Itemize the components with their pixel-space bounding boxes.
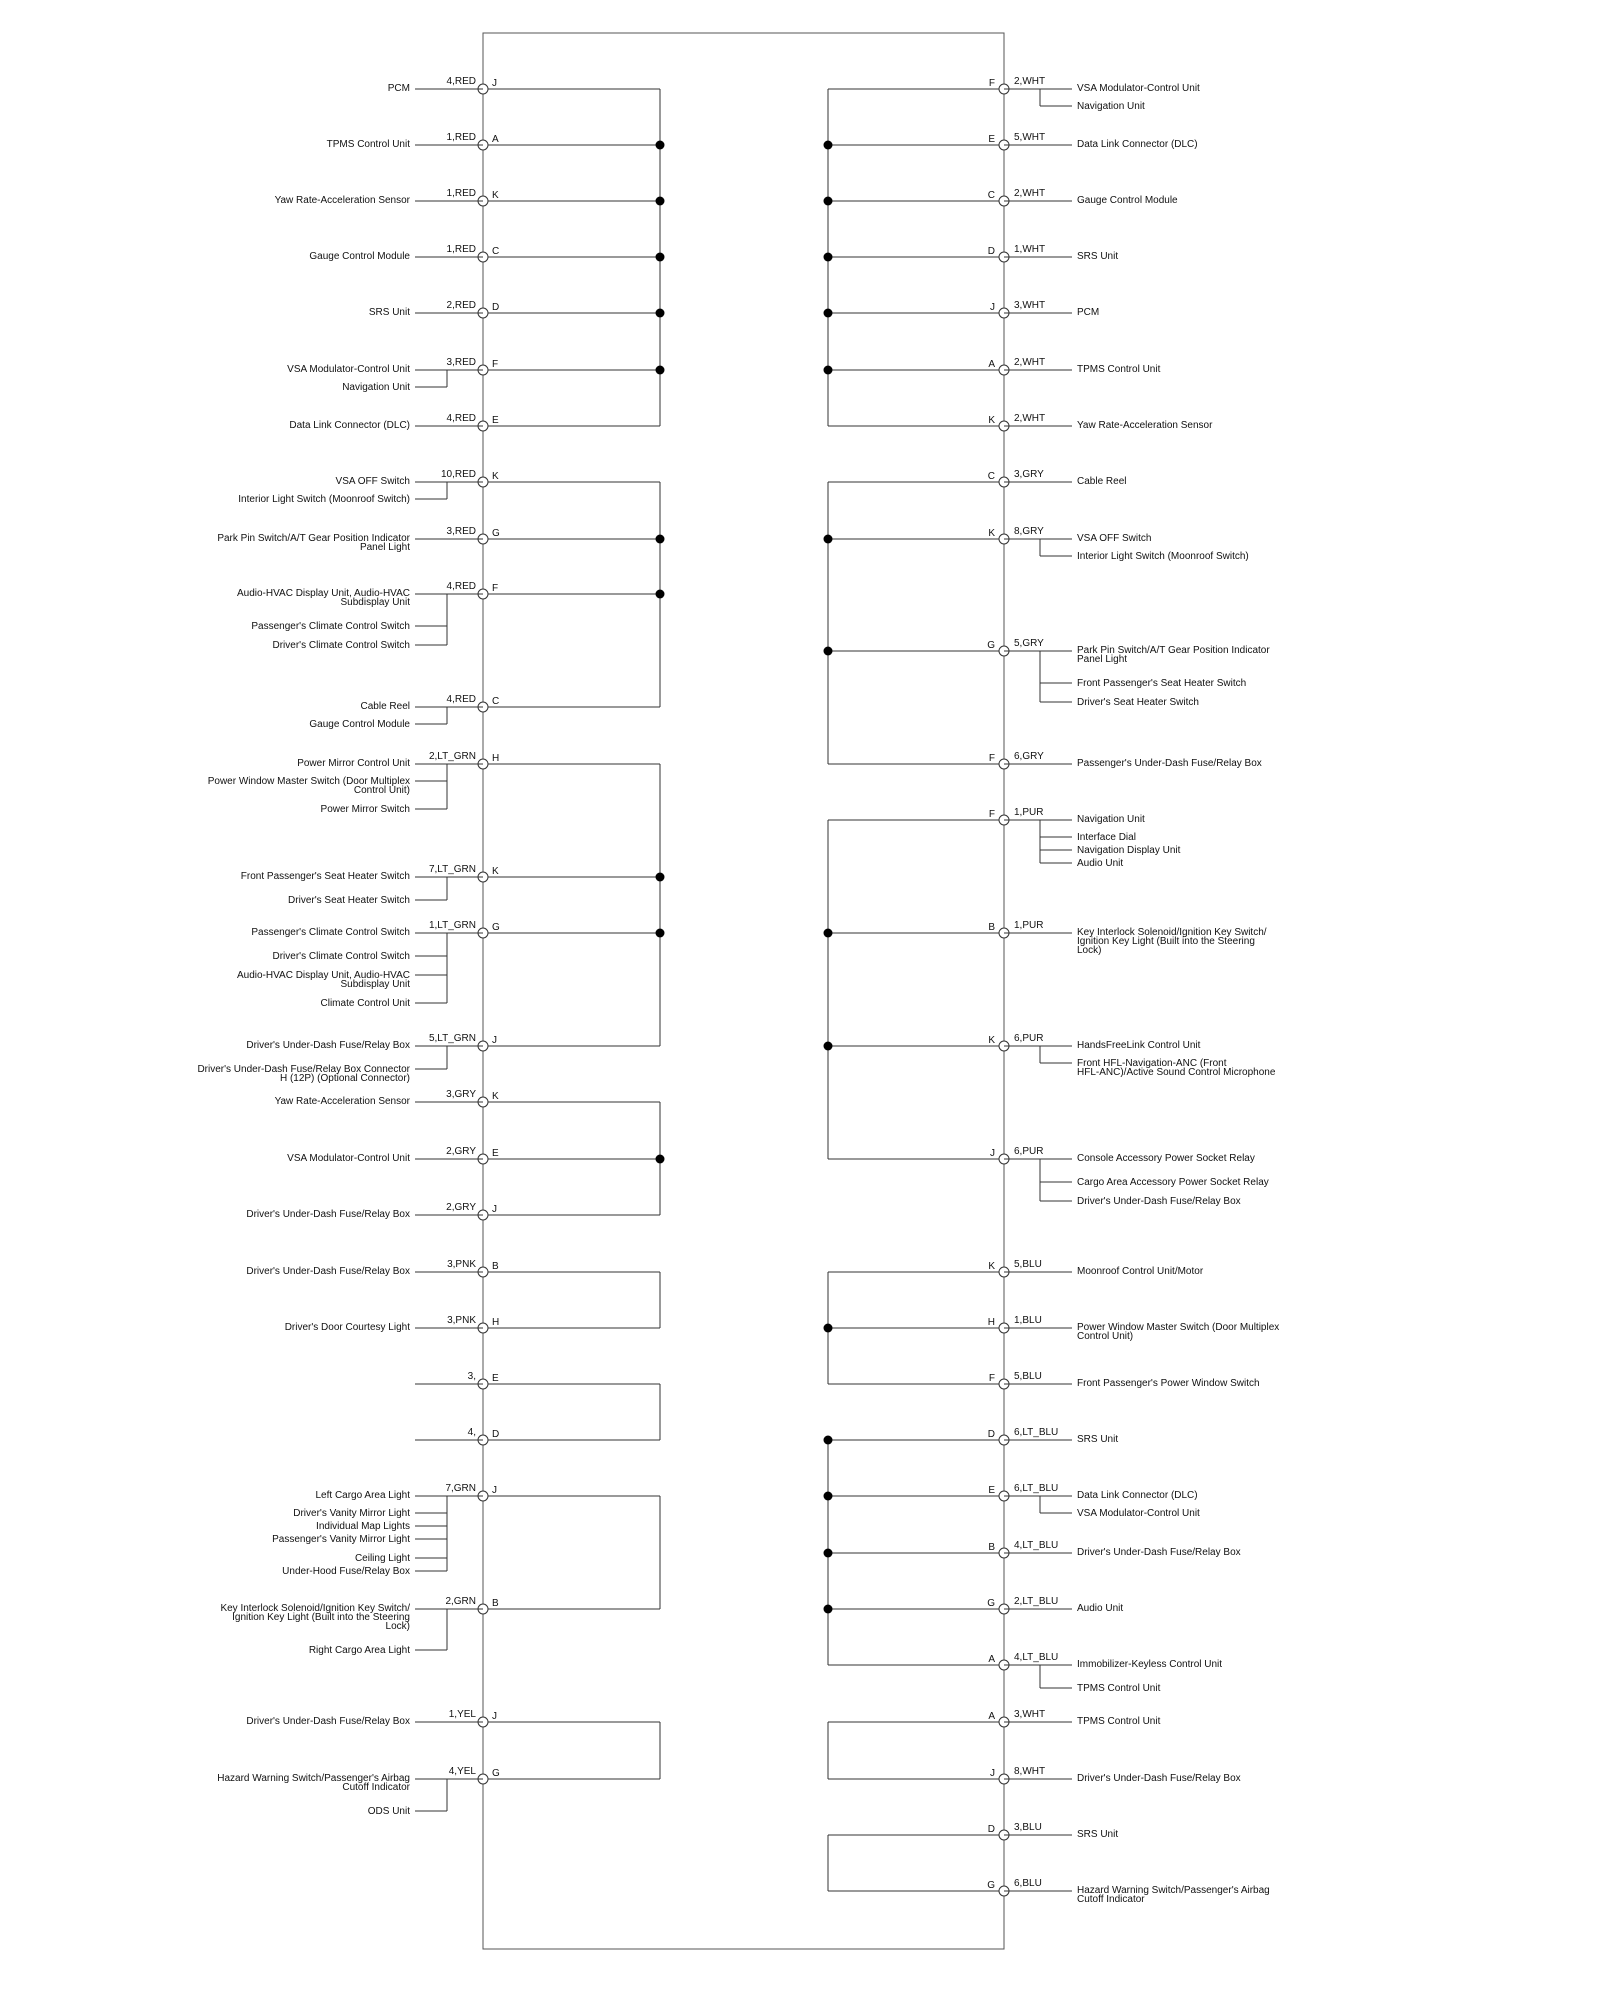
device-label: Control Unit)	[1077, 1331, 1134, 1342]
device-label: SRS Unit	[1077, 1434, 1119, 1445]
device-label: Driver's Under-Dash Fuse/Relay Box	[246, 1266, 410, 1277]
device-label: HandsFreeLink Control Unit	[1077, 1040, 1201, 1051]
wire-color-label: 6,PUR	[1014, 1146, 1044, 1157]
device-label: Navigation Display Unit	[1077, 845, 1181, 856]
pin-letter: G	[492, 1768, 500, 1779]
wire-color-label: 3,PNK	[447, 1259, 476, 1270]
left-connector-side	[197, 76, 664, 1817]
junction-dot	[824, 1436, 833, 1445]
pin-letter: D	[987, 1429, 995, 1440]
device-label: Key Interlock Solenoid/Ignition Key Switch/	[1077, 927, 1267, 938]
pin-letter: A	[988, 1654, 995, 1665]
wire-color-label: 3,	[467, 1371, 476, 1382]
device-label: Right Cargo Area Light	[308, 1645, 410, 1656]
junction-dot	[824, 1549, 833, 1558]
right-connector-side	[824, 76, 1280, 1905]
device-label: VSA Modulator-Control Unit	[287, 1153, 410, 1164]
wire-color-label: 5,BLU	[1014, 1371, 1042, 1382]
pin-letter: J	[492, 1204, 497, 1215]
junction-dot	[656, 253, 665, 262]
device-label: HFL-ANC)/Active Sound Control Microphone	[1077, 1067, 1276, 1078]
device-label: Navigation Unit	[1077, 101, 1145, 112]
pin-letter: J	[990, 302, 995, 313]
device-label: Cutoff Indicator	[342, 1782, 410, 1793]
device-label: Panel Light	[1077, 654, 1128, 665]
pin-letter: A	[988, 1711, 995, 1722]
device-label: TPMS Control Unit	[326, 139, 410, 150]
device-label: Control Unit)	[353, 785, 410, 796]
junction-dot	[824, 1605, 833, 1614]
device-label: Park Pin Switch/A/T Gear Position Indicator	[1077, 645, 1270, 656]
device-label: Individual Map Lights	[316, 1521, 410, 1532]
wire-color-label: 2,RED	[446, 300, 476, 311]
device-label: Driver's Climate Control Switch	[272, 640, 410, 651]
wire-color-label: 3,WHT	[1014, 300, 1046, 311]
junction-dot	[824, 141, 833, 150]
wire-color-label: 1,RED	[446, 188, 476, 199]
device-label: Driver's Under-Dash Fuse/Relay Box	[1077, 1196, 1241, 1207]
device-label: Audio Unit	[1077, 1603, 1124, 1614]
wire-color-label: 4,RED	[446, 694, 476, 705]
device-label: Yaw Rate-Acceleration Sensor	[274, 195, 410, 206]
device-label: Cargo Area Accessory Power Socket Relay	[1077, 1177, 1269, 1188]
pin-letter: K	[988, 528, 995, 539]
junction-dot	[824, 647, 833, 656]
wire-color-label: 7,LT_GRN	[428, 864, 476, 875]
junction-dot	[656, 1155, 665, 1164]
device-label: Data Link Connector (DLC)	[289, 420, 410, 431]
wire-color-label: 4,RED	[446, 76, 476, 87]
pin-letter: K	[492, 471, 499, 482]
pin-letter: D	[492, 302, 500, 313]
wire-color-label: 2,WHT	[1014, 413, 1046, 424]
device-label: Front Passenger's Seat Heater Switch	[1077, 678, 1247, 689]
junction-dot	[824, 309, 833, 318]
pin-letter: F	[492, 583, 499, 594]
wire-color-label: 6,LT_BLU	[1014, 1483, 1059, 1494]
device-label: SRS Unit	[368, 307, 410, 318]
device-label: Moonroof Control Unit/Motor	[1077, 1266, 1204, 1277]
pin-letter: B	[492, 1261, 499, 1272]
device-label: Console Accessory Power Socket Relay	[1077, 1153, 1255, 1164]
device-label: Front Passenger's Seat Heater Switch	[240, 871, 410, 882]
device-label: Panel Light	[359, 542, 410, 553]
pin-letter: J	[492, 78, 497, 89]
device-label: Driver's Climate Control Switch	[272, 951, 410, 962]
pin-letter: C	[492, 246, 500, 257]
wire-color-label: 3,PNK	[447, 1315, 476, 1326]
device-label: H (12P) (Optional Connector)	[279, 1073, 410, 1084]
pin-letter: J	[990, 1148, 995, 1159]
wire-color-label: 5,WHT	[1014, 132, 1046, 143]
device-label: Passenger's Vanity Mirror Light	[272, 1534, 410, 1545]
pin-letter: J	[492, 1485, 497, 1496]
device-label: Climate Control Unit	[320, 998, 410, 1009]
device-label: Driver's Under-Dash Fuse/Relay Box	[246, 1716, 410, 1727]
junction-dot	[824, 535, 833, 544]
device-label: Lock)	[385, 1621, 410, 1632]
junction-dot	[824, 929, 833, 938]
pin-letter: J	[990, 1768, 995, 1779]
wire-color-label: 2,LT_GRN	[428, 751, 476, 762]
junction-dot	[656, 309, 665, 318]
pin-letter: J	[492, 1035, 497, 1046]
device-label: VSA Modulator-Control Unit	[1077, 83, 1200, 94]
junction-block-frame	[483, 33, 1004, 1949]
junction-dot	[656, 590, 665, 599]
device-label: Gauge Control Module	[309, 251, 410, 262]
device-label: Front Passenger's Power Window Switch	[1077, 1378, 1260, 1389]
wire-color-label: 1,YEL	[448, 1709, 476, 1720]
wire-color-label: 2,GRY	[446, 1146, 476, 1157]
pin-letter: E	[988, 134, 995, 145]
junction-dot	[824, 1042, 833, 1051]
device-label: Driver's Door Courtesy Light	[284, 1322, 410, 1333]
wire-color-label: 7,GRN	[445, 1483, 476, 1494]
pin-letter: B	[492, 1598, 499, 1609]
junction-dot	[656, 929, 665, 938]
device-label: Data Link Connector (DLC)	[1077, 139, 1198, 150]
device-label: Ignition Key Light (Built into the Steering	[232, 1612, 410, 1623]
wire-color-label: 10,RED	[440, 469, 476, 480]
device-label: Park Pin Switch/A/T Gear Position Indicator	[217, 533, 410, 544]
device-label: Hazard Warning Switch/Passenger's Airbag	[217, 1773, 410, 1784]
device-label: Cable Reel	[1077, 476, 1127, 487]
wire-color-label: 3,RED	[446, 526, 476, 537]
wire-color-label: 1,PUR	[1014, 920, 1044, 931]
device-label: Power Mirror Control Unit	[297, 758, 410, 769]
pin-letter: A	[492, 134, 499, 145]
device-label: Driver's Seat Heater Switch	[288, 895, 410, 906]
device-label: PCM	[387, 83, 410, 94]
pin-letter: F	[492, 359, 499, 370]
device-label: Ceiling Light	[354, 1553, 410, 1564]
wire-color-label: 1,LT_GRN	[428, 920, 476, 931]
wire-color-label: 5,LT_GRN	[428, 1033, 476, 1044]
pin-letter: E	[988, 1485, 995, 1496]
wire-color-label: 2,WHT	[1014, 357, 1046, 368]
device-label: Power Mirror Switch	[320, 804, 410, 815]
wire-color-label: 3,RED	[446, 357, 476, 368]
pin-letter: K	[492, 866, 499, 877]
device-label: Driver's Under-Dash Fuse/Relay Box Connector	[197, 1064, 410, 1075]
wire-color-label: 2,GRY	[446, 1202, 476, 1213]
wire-color-label: 6,BLU	[1014, 1878, 1042, 1889]
junction-dot	[824, 197, 833, 206]
pin-letter: C	[987, 190, 995, 201]
wire-color-label: 8,WHT	[1014, 1766, 1046, 1777]
device-label: Interior Light Switch (Moonroof Switch)	[1077, 551, 1249, 562]
device-label: Audio-HVAC Display Unit, Audio-HVAC	[236, 970, 410, 981]
pin-letter: D	[492, 1429, 500, 1440]
wire-color-label: 1,PUR	[1014, 807, 1044, 818]
device-label: Interior Light Switch (Moonroof Switch)	[238, 494, 410, 505]
pin-letter: D	[987, 1824, 995, 1835]
pin-letter: B	[988, 922, 995, 933]
wire-color-label: 4,LT_BLU	[1014, 1540, 1059, 1551]
pin-letter: K	[988, 1261, 995, 1272]
device-label: Driver's Seat Heater Switch	[1077, 697, 1199, 708]
wire-color-label: 5,BLU	[1014, 1259, 1042, 1270]
device-label: Gauge Control Module	[1077, 195, 1178, 206]
device-label: Yaw Rate-Acceleration Sensor	[1077, 420, 1213, 431]
device-label: Passenger's Under-Dash Fuse/Relay Box	[1077, 758, 1262, 769]
wire-color-label: 6,LT_BLU	[1014, 1427, 1059, 1438]
junction-dot	[824, 1324, 833, 1333]
device-label: Subdisplay Unit	[340, 979, 410, 990]
device-label: Passenger's Climate Control Switch	[251, 621, 410, 632]
wire-color-label: 3,GRY	[1014, 469, 1044, 480]
wire-color-label: 2,GRN	[445, 1596, 476, 1607]
pin-letter: H	[492, 1317, 500, 1328]
wire-color-label: 2,WHT	[1014, 188, 1046, 199]
device-label: Yaw Rate-Acceleration Sensor	[274, 1096, 410, 1107]
junction-dot	[656, 873, 665, 882]
device-label: SRS Unit	[1077, 251, 1119, 262]
pin-letter: K	[988, 415, 995, 426]
pin-letter: J	[492, 1711, 497, 1722]
wire-color-label: 6,GRY	[1014, 751, 1044, 762]
device-label: Left Cargo Area Light	[315, 1490, 410, 1501]
device-label: SRS Unit	[1077, 1829, 1119, 1840]
device-label: TPMS Control Unit	[1077, 1683, 1161, 1694]
pin-letter: F	[988, 809, 995, 820]
wire-color-label: 2,WHT	[1014, 76, 1046, 87]
junction-dot	[656, 141, 665, 150]
wire-color-label: 4,	[467, 1427, 476, 1438]
device-label: Audio Unit	[1077, 858, 1124, 869]
pin-letter: E	[492, 415, 499, 426]
wire-color-label: 1,BLU	[1014, 1315, 1042, 1326]
device-label: Ignition Key Light (Built into the Steering	[1077, 936, 1255, 947]
device-label: Immobilizer-Keyless Control Unit	[1077, 1659, 1223, 1670]
junction-dot	[656, 366, 665, 375]
junction-dot	[656, 535, 665, 544]
device-label: Under-Hood Fuse/Relay Box	[282, 1566, 410, 1577]
device-label: TPMS Control Unit	[1077, 364, 1161, 375]
device-label: Driver's Under-Dash Fuse/Relay Box	[1077, 1547, 1241, 1558]
pin-letter: K	[492, 190, 499, 201]
pin-letter: K	[492, 1091, 499, 1102]
junction-dot	[824, 1492, 833, 1501]
pin-letter: C	[987, 471, 995, 482]
junction-dot	[656, 197, 665, 206]
device-label: Driver's Under-Dash Fuse/Relay Box	[246, 1209, 410, 1220]
device-label: Data Link Connector (DLC)	[1077, 1490, 1198, 1501]
pin-letter: B	[988, 1542, 995, 1553]
pin-letter: A	[988, 359, 995, 370]
device-label: Power Window Master Switch (Door Multiplex	[1077, 1322, 1280, 1333]
wire-color-label: 3,GRY	[446, 1089, 476, 1100]
wire-color-label: 3,BLU	[1014, 1822, 1042, 1833]
device-label: Navigation Unit	[1077, 814, 1145, 825]
pin-letter: H	[492, 753, 500, 764]
device-label: VSA OFF Switch	[335, 476, 410, 487]
device-label: Audio-HVAC Display Unit, Audio-HVAC	[236, 588, 410, 599]
pin-letter: E	[492, 1373, 499, 1384]
junction-dot	[824, 253, 833, 262]
pin-letter: G	[492, 528, 500, 539]
device-label: Interface Dial	[1077, 832, 1136, 843]
device-label: Cutoff Indicator	[1077, 1894, 1145, 1905]
pin-letter: D	[987, 246, 995, 257]
wire-color-label: 1,WHT	[1014, 244, 1046, 255]
device-label: Navigation Unit	[342, 382, 410, 393]
pin-letter: G	[492, 922, 500, 933]
device-label: TPMS Control Unit	[1077, 1716, 1161, 1727]
wire-color-label: 4,RED	[446, 413, 476, 424]
device-label: Power Window Master Switch (Door Multiplex	[207, 776, 410, 787]
pin-letter: K	[988, 1035, 995, 1046]
pin-letter: F	[988, 753, 995, 764]
pin-letter: G	[987, 640, 995, 651]
wire-color-label: 4,RED	[446, 581, 476, 592]
device-label: Driver's Vanity Mirror Light	[293, 1508, 410, 1519]
wire-color-label: 1,RED	[446, 132, 476, 143]
device-label: Driver's Under-Dash Fuse/Relay Box	[1077, 1773, 1241, 1784]
device-label: Lock)	[1077, 945, 1102, 956]
pin-letter: H	[987, 1317, 995, 1328]
device-label: PCM	[1077, 307, 1100, 318]
wire-color-label: 6,PUR	[1014, 1033, 1044, 1044]
device-label: Passenger's Climate Control Switch	[251, 927, 410, 938]
junction-dot	[824, 366, 833, 375]
pin-letter: F	[988, 1373, 995, 1384]
wire-color-label: 3,WHT	[1014, 1709, 1046, 1720]
device-label: VSA OFF Switch	[1077, 533, 1152, 544]
wire-color-label: 5,GRY	[1014, 638, 1044, 649]
device-label: Front HFL-Navigation-ANC (Front	[1077, 1058, 1227, 1069]
pin-letter: G	[987, 1598, 995, 1609]
wire-color-label: 8,GRY	[1014, 526, 1044, 537]
wire-color-label: 2,LT_BLU	[1014, 1596, 1059, 1607]
device-label: VSA Modulator-Control Unit	[1077, 1508, 1200, 1519]
pin-letter: E	[492, 1148, 499, 1159]
device-label: VSA Modulator-Control Unit	[287, 364, 410, 375]
device-label: Key Interlock Solenoid/Ignition Key Switch/	[220, 1603, 410, 1614]
pin-letter: G	[987, 1880, 995, 1891]
device-label: Hazard Warning Switch/Passenger's Airbag	[1077, 1885, 1270, 1896]
device-label: Driver's Under-Dash Fuse/Relay Box	[246, 1040, 410, 1051]
wire-color-label: 4,LT_BLU	[1014, 1652, 1059, 1663]
pin-letter: C	[492, 696, 500, 707]
wire-color-label: 1,RED	[446, 244, 476, 255]
pin-letter: F	[988, 78, 995, 89]
device-label: Subdisplay Unit	[340, 597, 410, 608]
wire-color-label: 4,YEL	[448, 1766, 476, 1777]
device-label: ODS Unit	[367, 1806, 410, 1817]
device-label: Cable Reel	[360, 701, 410, 712]
device-label: Gauge Control Module	[309, 719, 410, 730]
